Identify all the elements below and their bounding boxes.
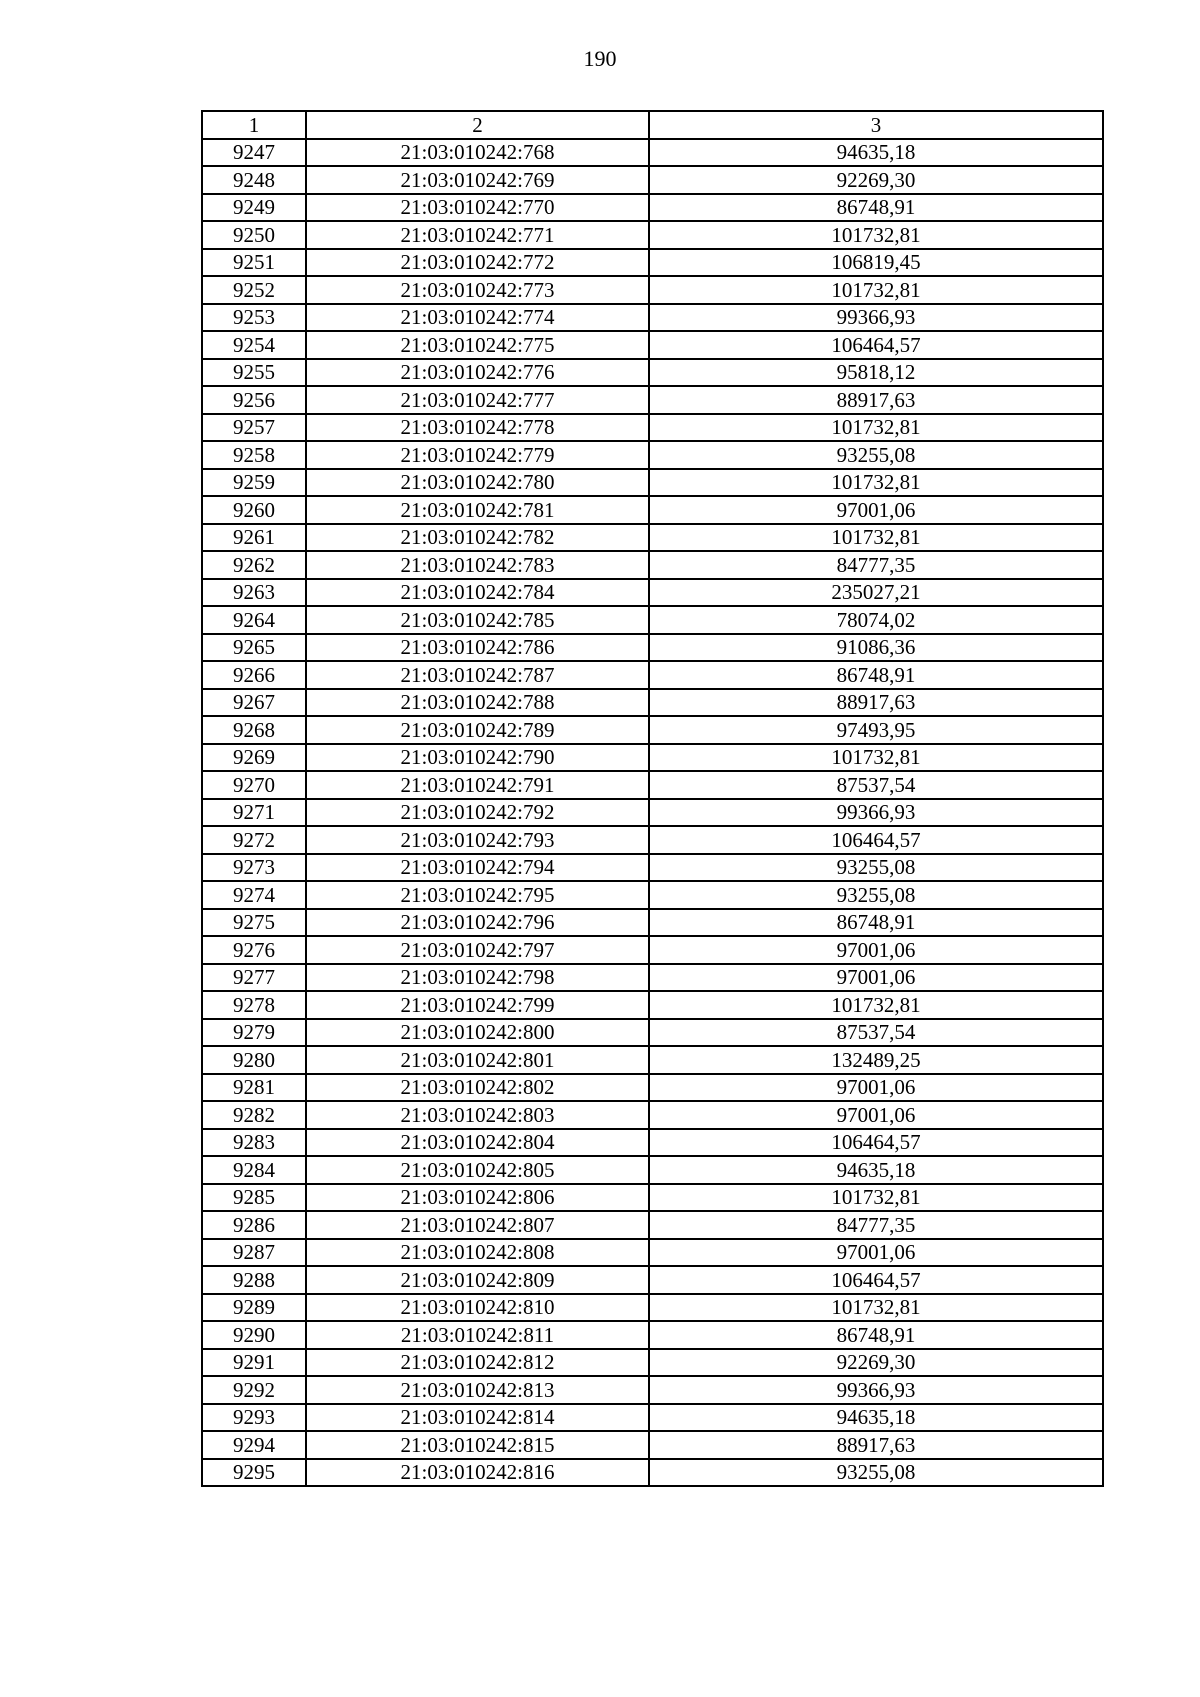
cadastral-number-cell: 21:03:010242:778 <box>306 414 649 442</box>
column-header-2: 2 <box>306 111 649 139</box>
value-cell: 93255,08 <box>649 854 1103 882</box>
value-cell: 101732,81 <box>649 276 1103 304</box>
row-number-cell: 9251 <box>202 249 306 277</box>
table-row <box>202 826 1103 854</box>
row-number-cell: 9290 <box>202 1321 306 1349</box>
value-cell: 93255,08 <box>649 1459 1103 1487</box>
row-number-cell: 9295 <box>202 1459 306 1487</box>
cadastral-number-cell: 21:03:010242:798 <box>306 964 649 992</box>
table-row <box>202 414 1103 442</box>
row-number-cell: 9291 <box>202 1349 306 1377</box>
value-cell: 88917,63 <box>649 386 1103 414</box>
row-number-cell: 9279 <box>202 1019 306 1047</box>
row-number-cell: 9281 <box>202 1074 306 1102</box>
table-row <box>202 304 1103 332</box>
cadastral-number-cell: 21:03:010242:804 <box>306 1129 649 1157</box>
row-number-cell: 9285 <box>202 1184 306 1212</box>
table-row <box>202 936 1103 964</box>
value-cell: 132489,25 <box>649 1046 1103 1074</box>
cadastral-number-cell: 21:03:010242:801 <box>306 1046 649 1074</box>
cadastral-number-cell: 21:03:010242:809 <box>306 1266 649 1294</box>
cadastral-number-cell: 21:03:010242:780 <box>306 469 649 497</box>
row-number-cell: 9287 <box>202 1239 306 1267</box>
table-row <box>202 1211 1103 1239</box>
row-number-cell: 9256 <box>202 386 306 414</box>
cadastral-number-cell: 21:03:010242:786 <box>306 634 649 662</box>
cadastral-number-cell: 21:03:010242:770 <box>306 194 649 222</box>
value-cell: 106464,57 <box>649 331 1103 359</box>
value-cell: 92269,30 <box>649 1349 1103 1377</box>
cadastral-number-cell: 21:03:010242:808 <box>306 1239 649 1267</box>
cadastral-number-cell: 21:03:010242:813 <box>306 1376 649 1404</box>
cadastral-number-cell: 21:03:010242:789 <box>306 716 649 744</box>
table-row <box>202 359 1103 387</box>
row-number-cell: 9253 <box>202 304 306 332</box>
cadastral-number-cell: 21:03:010242:782 <box>306 524 649 552</box>
table-row <box>202 909 1103 937</box>
cadastral-number-cell: 21:03:010242:768 <box>306 139 649 167</box>
row-number-cell: 9252 <box>202 276 306 304</box>
row-number-cell: 9268 <box>202 716 306 744</box>
value-cell: 99366,93 <box>649 304 1103 332</box>
cadastral-number-cell: 21:03:010242:812 <box>306 1349 649 1377</box>
cadastral-number-cell: 21:03:010242:777 <box>306 386 649 414</box>
cadastral-number-cell: 21:03:010242:800 <box>306 1019 649 1047</box>
value-cell: 87537,54 <box>649 1019 1103 1047</box>
cadastral-number-cell: 21:03:010242:810 <box>306 1294 649 1322</box>
row-number-cell: 9258 <box>202 441 306 469</box>
table-row <box>202 881 1103 909</box>
cadastral-number-cell: 21:03:010242:806 <box>306 1184 649 1212</box>
table-row <box>202 249 1103 277</box>
value-cell: 91086,36 <box>649 634 1103 662</box>
table-row <box>202 1074 1103 1102</box>
row-number-cell: 9259 <box>202 469 306 497</box>
cadastral-number-cell: 21:03:010242:781 <box>306 496 649 524</box>
column-header-3: 3 <box>649 111 1103 139</box>
table-row <box>202 964 1103 992</box>
value-cell: 99366,93 <box>649 799 1103 827</box>
page-number: 190 <box>583 46 617 71</box>
table-row <box>202 606 1103 634</box>
row-number-cell: 9257 <box>202 414 306 442</box>
value-cell: 86748,91 <box>649 909 1103 937</box>
value-cell: 94635,18 <box>649 139 1103 167</box>
row-number-cell: 9255 <box>202 359 306 387</box>
value-cell: 106464,57 <box>649 826 1103 854</box>
cadastral-number-cell: 21:03:010242:816 <box>306 1459 649 1487</box>
cadastral-number-cell: 21:03:010242:783 <box>306 551 649 579</box>
table-row <box>202 1101 1103 1129</box>
table-row <box>202 386 1103 414</box>
table-row <box>202 771 1103 799</box>
cadastral-number-cell: 21:03:010242:779 <box>306 441 649 469</box>
cadastral-number-cell: 21:03:010242:814 <box>306 1404 649 1432</box>
cadastral-number-cell: 21:03:010242:792 <box>306 799 649 827</box>
cadastral-number-cell: 21:03:010242:796 <box>306 909 649 937</box>
row-number-cell: 9262 <box>202 551 306 579</box>
cadastral-number-cell: 21:03:010242:775 <box>306 331 649 359</box>
value-cell: 101732,81 <box>649 991 1103 1019</box>
value-cell: 101732,81 <box>649 744 1103 772</box>
cadastral-number-cell: 21:03:010242:769 <box>306 166 649 194</box>
row-number-cell: 9261 <box>202 524 306 552</box>
row-number-cell: 9284 <box>202 1156 306 1184</box>
value-cell: 106819,45 <box>649 249 1103 277</box>
cadastral-number-cell: 21:03:010242:790 <box>306 744 649 772</box>
value-cell: 78074,02 <box>649 606 1103 634</box>
value-cell: 93255,08 <box>649 441 1103 469</box>
value-cell: 84777,35 <box>649 551 1103 579</box>
column-header-1: 1 <box>202 111 306 139</box>
table-row <box>202 1239 1103 1267</box>
cadastral-number-cell: 21:03:010242:776 <box>306 359 649 387</box>
value-cell: 93255,08 <box>649 881 1103 909</box>
table-row <box>202 1431 1103 1459</box>
value-cell: 88917,63 <box>649 1431 1103 1459</box>
cadastral-number-cell: 21:03:010242:795 <box>306 881 649 909</box>
value-cell: 86748,91 <box>649 1321 1103 1349</box>
row-number-cell: 9263 <box>202 579 306 607</box>
row-number-cell: 9254 <box>202 331 306 359</box>
table-row <box>202 1294 1103 1322</box>
cadastral-number-cell: 21:03:010242:811 <box>306 1321 649 1349</box>
row-number-cell: 9260 <box>202 496 306 524</box>
value-cell: 101732,81 <box>649 1294 1103 1322</box>
value-cell: 101732,81 <box>649 221 1103 249</box>
value-cell: 88917,63 <box>649 689 1103 717</box>
table-row <box>202 1349 1103 1377</box>
row-number-cell: 9266 <box>202 661 306 689</box>
value-cell: 86748,91 <box>649 661 1103 689</box>
value-cell: 99366,93 <box>649 1376 1103 1404</box>
row-number-cell: 9286 <box>202 1211 306 1239</box>
value-cell: 87537,54 <box>649 771 1103 799</box>
cadastral-number-cell: 21:03:010242:785 <box>306 606 649 634</box>
row-number-cell: 9282 <box>202 1101 306 1129</box>
row-number-cell: 9275 <box>202 909 306 937</box>
row-number-cell: 9272 <box>202 826 306 854</box>
table-row <box>202 1321 1103 1349</box>
table-row <box>202 744 1103 772</box>
cadastral-number-cell: 21:03:010242:794 <box>306 854 649 882</box>
table-row <box>202 1019 1103 1047</box>
table-row <box>202 1129 1103 1157</box>
table-row <box>202 166 1103 194</box>
table-row <box>202 331 1103 359</box>
table-row <box>202 139 1103 167</box>
row-number-cell: 9273 <box>202 854 306 882</box>
row-number-cell: 9264 <box>202 606 306 634</box>
row-number-cell: 9283 <box>202 1129 306 1157</box>
value-cell: 97001,06 <box>649 936 1103 964</box>
table-row <box>202 441 1103 469</box>
row-number-cell: 9267 <box>202 689 306 717</box>
cadastral-number-cell: 21:03:010242:791 <box>306 771 649 799</box>
value-cell: 92269,30 <box>649 166 1103 194</box>
value-cell: 94635,18 <box>649 1404 1103 1432</box>
row-number-cell: 9271 <box>202 799 306 827</box>
cadastral-number-cell: 21:03:010242:802 <box>306 1074 649 1102</box>
table-row <box>202 1266 1103 1294</box>
table-row <box>202 689 1103 717</box>
cadastral-number-cell: 21:03:010242:772 <box>306 249 649 277</box>
cadastral-number-cell: 21:03:010242:788 <box>306 689 649 717</box>
table-row <box>202 1459 1103 1487</box>
row-number-cell: 9274 <box>202 881 306 909</box>
value-cell: 95818,12 <box>649 359 1103 387</box>
cadastral-number-cell: 21:03:010242:787 <box>306 661 649 689</box>
cadastral-number-cell: 21:03:010242:803 <box>306 1101 649 1129</box>
table-row <box>202 469 1103 497</box>
table-row <box>202 551 1103 579</box>
value-cell: 101732,81 <box>649 469 1103 497</box>
row-number-cell: 9277 <box>202 964 306 992</box>
value-cell: 84777,35 <box>649 1211 1103 1239</box>
value-cell: 101732,81 <box>649 524 1103 552</box>
value-cell: 86748,91 <box>649 194 1103 222</box>
cadastral-number-cell: 21:03:010242:815 <box>306 1431 649 1459</box>
table-row <box>202 634 1103 662</box>
row-number-cell: 9292 <box>202 1376 306 1404</box>
row-number-cell: 9247 <box>202 139 306 167</box>
value-cell: 235027,21 <box>649 579 1103 607</box>
cadastral-number-cell: 21:03:010242:784 <box>306 579 649 607</box>
value-cell: 106464,57 <box>649 1266 1103 1294</box>
table-row <box>202 1156 1103 1184</box>
table-row <box>202 524 1103 552</box>
value-cell: 106464,57 <box>649 1129 1103 1157</box>
value-cell: 97493,95 <box>649 716 1103 744</box>
row-number-cell: 9248 <box>202 166 306 194</box>
table-row <box>202 496 1103 524</box>
value-cell: 101732,81 <box>649 1184 1103 1212</box>
row-number-cell: 9270 <box>202 771 306 799</box>
table-row <box>202 1046 1103 1074</box>
cadastral-number-cell: 21:03:010242:807 <box>306 1211 649 1239</box>
table-row <box>202 579 1103 607</box>
row-number-cell: 9280 <box>202 1046 306 1074</box>
data-table <box>201 110 1104 1487</box>
table-row <box>202 276 1103 304</box>
row-number-cell: 9278 <box>202 991 306 1019</box>
table-row <box>202 221 1103 249</box>
row-number-cell: 9269 <box>202 744 306 772</box>
table-row <box>202 1184 1103 1212</box>
table-body <box>202 139 1103 1487</box>
header-row <box>202 111 1103 139</box>
cadastral-number-cell: 21:03:010242:773 <box>306 276 649 304</box>
value-cell: 94635,18 <box>649 1156 1103 1184</box>
table-row <box>202 1376 1103 1404</box>
row-number-cell: 9250 <box>202 221 306 249</box>
row-number-cell: 9293 <box>202 1404 306 1432</box>
row-number-cell: 9288 <box>202 1266 306 1294</box>
cadastral-number-cell: 21:03:010242:771 <box>306 221 649 249</box>
row-number-cell: 9249 <box>202 194 306 222</box>
cadastral-number-cell: 21:03:010242:793 <box>306 826 649 854</box>
value-cell: 97001,06 <box>649 964 1103 992</box>
row-number-cell: 9289 <box>202 1294 306 1322</box>
table-row <box>202 799 1103 827</box>
row-number-cell: 9265 <box>202 634 306 662</box>
value-cell: 101732,81 <box>649 414 1103 442</box>
value-cell: 97001,06 <box>649 1239 1103 1267</box>
table-row <box>202 716 1103 744</box>
row-number-cell: 9276 <box>202 936 306 964</box>
cadastral-number-cell: 21:03:010242:797 <box>306 936 649 964</box>
cadastral-number-cell: 21:03:010242:774 <box>306 304 649 332</box>
value-cell: 97001,06 <box>649 1101 1103 1129</box>
table-row <box>202 991 1103 1019</box>
cadastral-number-cell: 21:03:010242:799 <box>306 991 649 1019</box>
value-cell: 97001,06 <box>649 1074 1103 1102</box>
value-cell: 97001,06 <box>649 496 1103 524</box>
row-number-cell: 9294 <box>202 1431 306 1459</box>
table-row <box>202 1404 1103 1432</box>
table-row <box>202 194 1103 222</box>
table-row <box>202 854 1103 882</box>
table-row <box>202 661 1103 689</box>
table-header <box>202 111 1103 139</box>
cadastral-number-cell: 21:03:010242:805 <box>306 1156 649 1184</box>
